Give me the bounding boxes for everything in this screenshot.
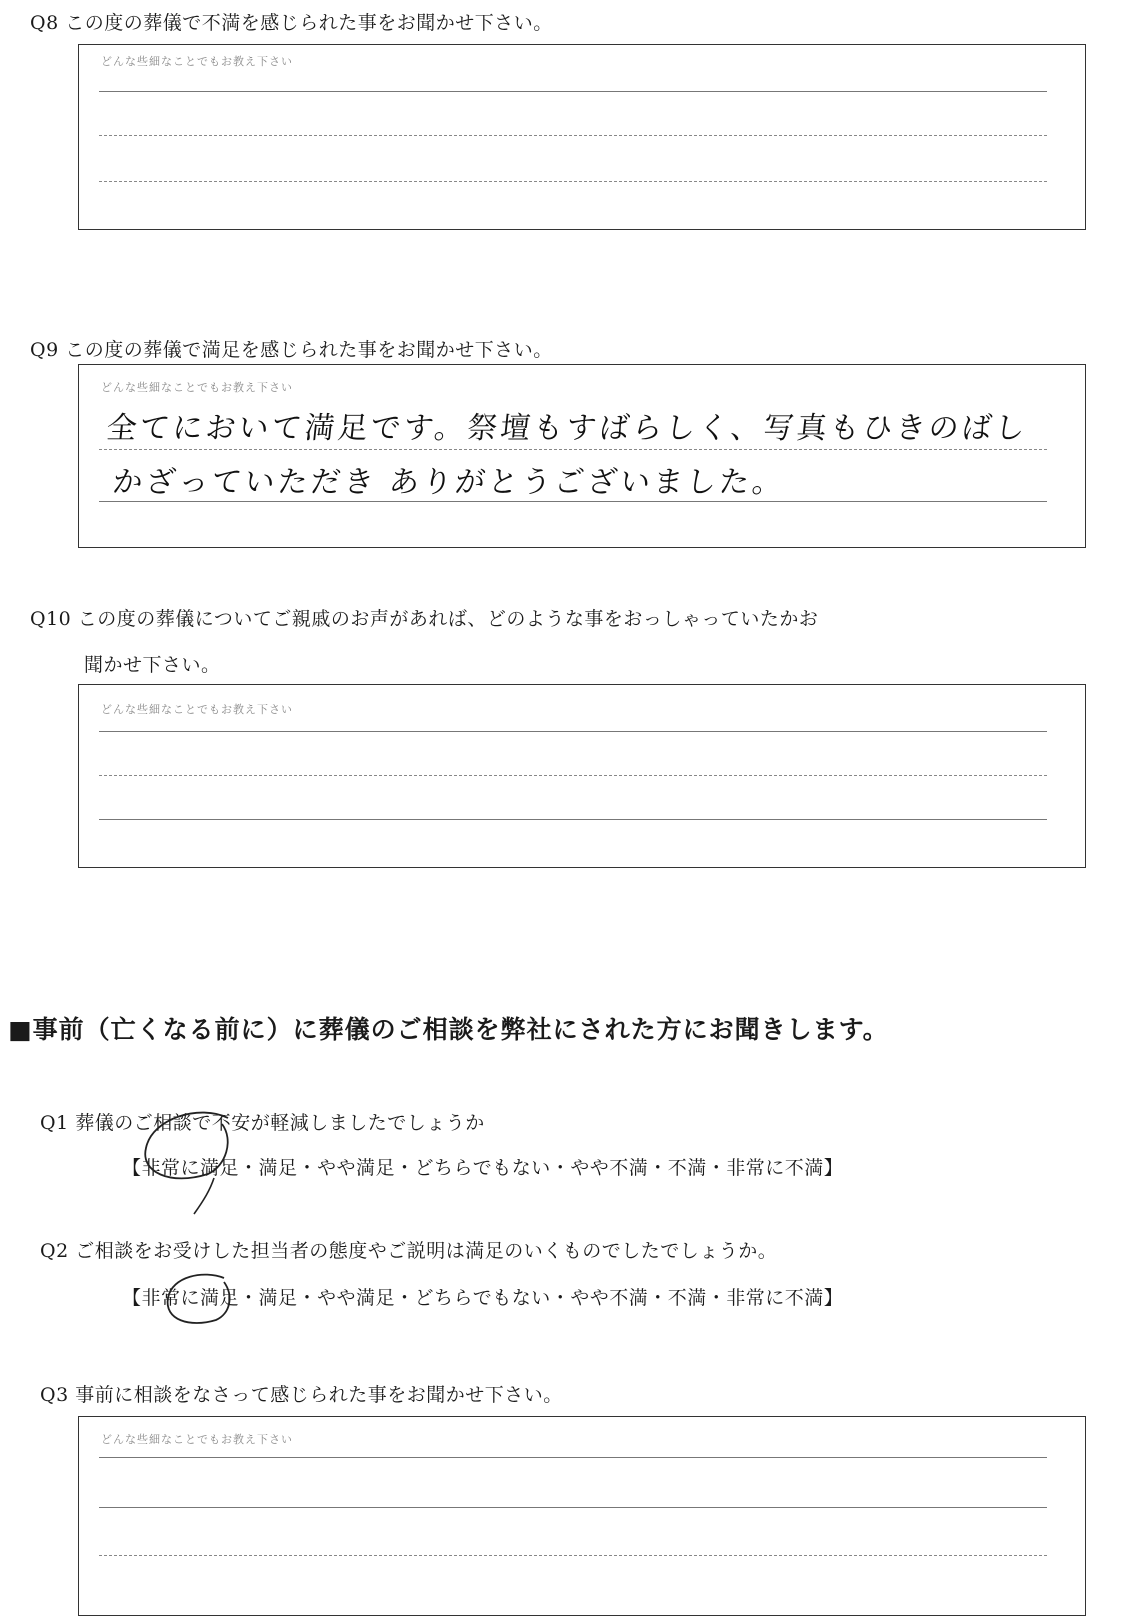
- pre-q3-question: Q3 事前に相談をなさって感じられた事をお聞かせ下さい。: [40, 1384, 563, 1406]
- pre-q1-selection-circle: [130, 1100, 250, 1220]
- q10-answer-box[interactable]: [78, 684, 1086, 868]
- pre-q3-hint: どんな些細なことでもお教え下さい: [101, 1433, 293, 1446]
- pre-q3-rule-3: [99, 1555, 1047, 1556]
- pre-q2-scale: 【非常に満足・満足・やや満足・どちらでもない・やや不満・不満・非常に不満】: [122, 1287, 844, 1309]
- q10-hint: どんな些細なことでもお教え下さい: [101, 703, 293, 716]
- q9-hint: どんな些細なことでもお教え下さい: [101, 381, 293, 394]
- q9-answer-box[interactable]: [78, 364, 1086, 548]
- q9-rule-1: [99, 449, 1047, 450]
- q10-question-line-2: 聞かせ下さい。: [84, 654, 221, 676]
- q10-rule-3: [99, 819, 1047, 820]
- q9-question: Q9 この度の葬儀で満足を感じられた事をお聞かせ下さい。: [30, 339, 553, 361]
- pre-q3-answer-box[interactable]: [78, 1416, 1086, 1616]
- q8-answer-box[interactable]: [78, 44, 1086, 230]
- pre-q3-rule-1: [99, 1457, 1047, 1458]
- q9-handwritten-line-2: かざっていただき ありがとうございました。: [110, 465, 788, 500]
- q10-question-line-1: Q10 この度の葬儀についてご親戚のお声があれば、どのような事をおっしゃっていたかお: [30, 608, 819, 630]
- q10-rule-1: [99, 731, 1047, 732]
- q8-rule-3: [99, 181, 1047, 182]
- pre-q1-question: Q1 葬儀のご相談で不安が軽減しましたでしょうか: [40, 1112, 485, 1134]
- q8-question: Q8 この度の葬儀で不満を感じられた事をお聞かせ下さい。: [30, 12, 553, 34]
- pre-q2-question: Q2 ご相談をお受けした担当者の態度やご説明は満足のいくものでしたでしょうか。: [40, 1240, 778, 1262]
- pre-q3-rule-2: [99, 1507, 1047, 1508]
- pre-q1-scale: 【非常に満足・満足・やや満足・どちらでもない・やや不満・不満・非常に不満】: [122, 1157, 844, 1179]
- pre-consultation-section-heading: ■事前（亡くなる前に）に葬儀のご相談を弊社にされた方にお聞きします。: [8, 1015, 889, 1044]
- q10-rule-2: [99, 775, 1047, 776]
- pre-q2-selection-circle: [160, 1268, 250, 1338]
- q8-hint: どんな些細なことでもお教え下さい: [101, 55, 293, 68]
- q8-rule-2: [99, 135, 1047, 136]
- q8-rule-1: [99, 91, 1047, 92]
- q9-handwritten-line-1: 全てにおいて満足です。祭壇もすばらしく、写真もひきのばし: [104, 411, 1030, 446]
- q9-rule-2: [99, 501, 1047, 502]
